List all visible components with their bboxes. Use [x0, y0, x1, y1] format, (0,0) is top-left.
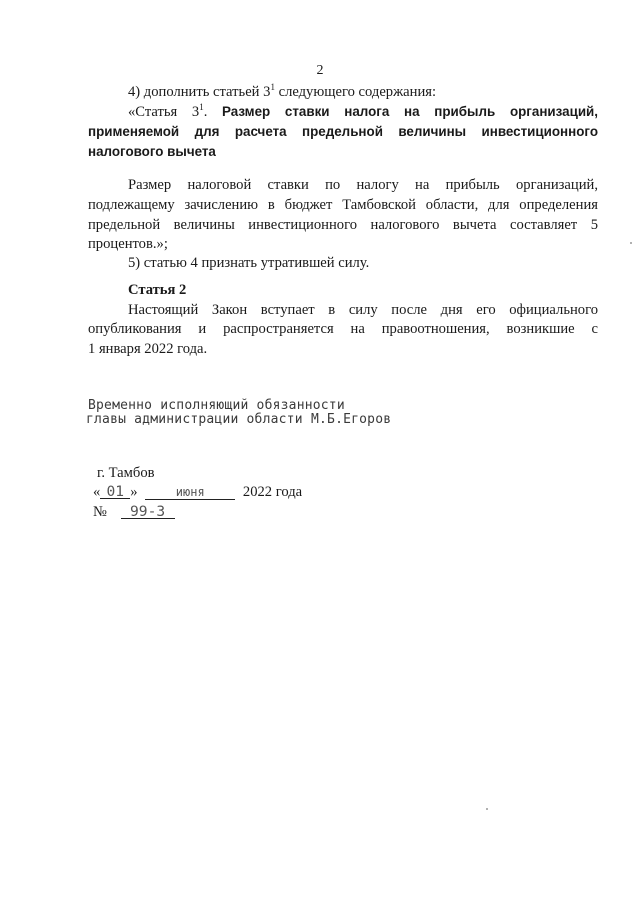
article-2-line-3: 1 января 2022 года. — [88, 341, 208, 357]
article-2-line-2: опубликования и распространяется на правоотношения, возникшие с — [88, 321, 598, 337]
scan-speck — [630, 242, 632, 244]
document-number-line — [93, 504, 175, 521]
date-month: июня — [145, 486, 235, 500]
signature-position-line-2: главы администрации области — [86, 412, 303, 427]
document-number: 99-З — [121, 505, 175, 519]
city-label: г. Тамбов — [97, 465, 155, 481]
article-3-1-prefix-dot: . — [203, 104, 222, 120]
item-5-text: 5) статью 4 признать утратившей силу. — [128, 255, 370, 271]
number-label: № — [93, 504, 107, 520]
article-3-1-prefix: «Статья 3 — [128, 104, 200, 120]
date-close-quote: » — [130, 484, 138, 500]
article-2-heading: Статья 2 — [128, 282, 187, 298]
article-3-1-title-line-2: применяемой для расчета предельной величины инвестиционного — [88, 124, 598, 139]
page-number: 2 — [316, 63, 324, 78]
article-3-1-body-line-3: предельной величины инвестиционного налогового вычета составляет 5 — [88, 217, 598, 233]
item-4-superscript: 1 — [270, 82, 275, 92]
item-4-text-after: следующего содержания: — [274, 84, 437, 100]
scan-speck — [486, 808, 488, 810]
item-4-text-before: 4) дополнить статьей 3 — [128, 84, 271, 100]
date-open-quote: « — [93, 484, 101, 500]
date-line — [93, 484, 302, 501]
article-3-1-title-line-1 — [128, 104, 598, 121]
article-3-1-body-line-2: подлежащему зачислению в бюджет Тамбовской области, для определения — [88, 197, 598, 213]
article-3-1-body-line-1: Размер налоговой ставки по налогу на прибыль организаций, — [128, 177, 598, 193]
date-day: 01 — [100, 485, 130, 499]
article-3-1-superscript: 1 — [199, 102, 204, 112]
signature-name: М.Б.Егоров — [311, 412, 392, 427]
signature-position-line-1: Временно исполняющий обязанности — [88, 398, 345, 413]
article-3-1-title-text-1: Размер ставки налога на прибыль организаций, — [221, 104, 598, 119]
date-year: 2022 года — [242, 484, 303, 500]
article-2-line-1: Настоящий Закон вступает в силу после дня его официального — [128, 302, 598, 318]
article-3-1-body-line-4: процентов.»; — [88, 236, 168, 252]
article-3-1-title-line-3: налогового вычета — [88, 144, 216, 159]
item-4-line — [128, 84, 436, 101]
